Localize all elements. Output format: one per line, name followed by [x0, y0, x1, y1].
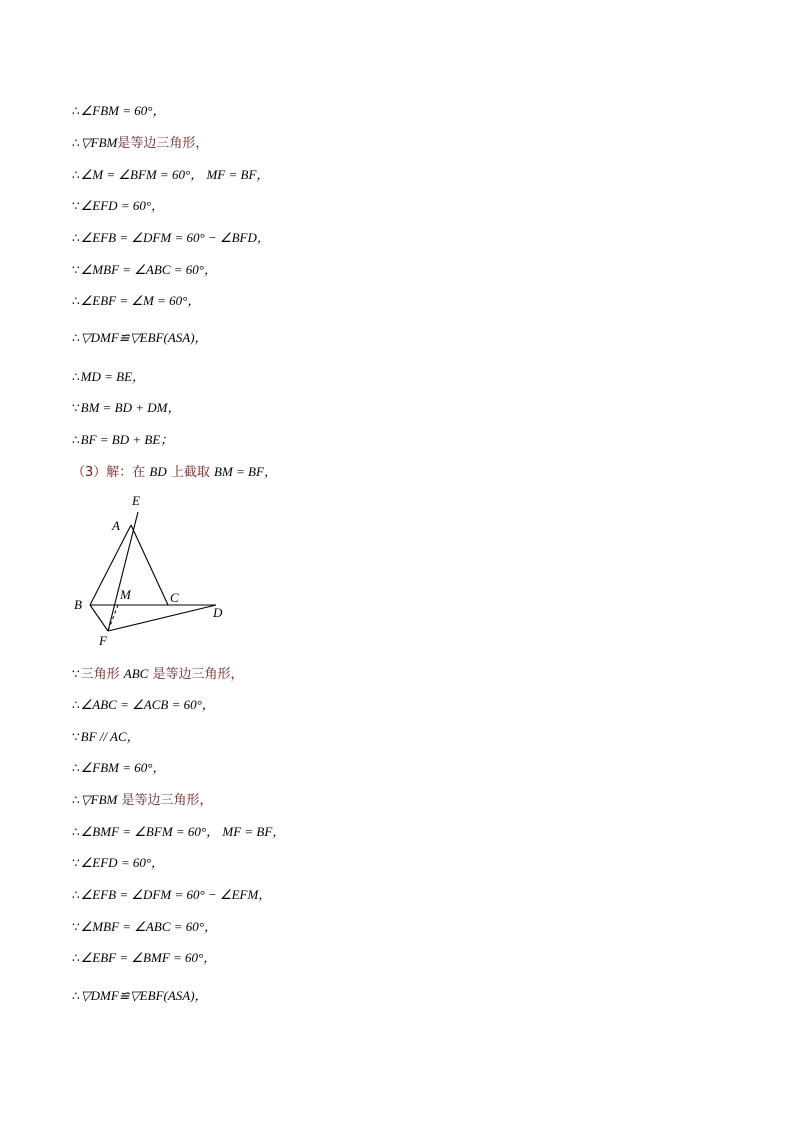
- text-line: [72, 852, 164, 874]
- math-expression: BF = BD + BE；: [80, 432, 174, 447]
- label-m: M: [120, 587, 131, 602]
- text-line: [72, 947, 216, 969]
- logic-symbol: ∵: [72, 667, 80, 681]
- logic-symbol: ∴: [72, 104, 80, 118]
- text-line: [72, 694, 215, 716]
- text-line: [72, 884, 271, 906]
- text-line: [72, 726, 140, 748]
- math-expression: BM = BF，: [214, 464, 277, 479]
- label-d: D: [213, 605, 223, 620]
- text-line: [72, 100, 166, 122]
- logic-symbol: ∴: [72, 433, 80, 447]
- logic-symbol: ∵: [72, 199, 80, 213]
- text-line: [72, 985, 208, 1007]
- math-expression: ∠EBF = ∠M = 60°，: [80, 293, 201, 308]
- text-line: [72, 290, 200, 312]
- text-line: [72, 227, 270, 249]
- label-f: F: [99, 633, 107, 648]
- math-expression: BF // AC，: [80, 729, 140, 744]
- text-line: [72, 164, 269, 186]
- label-e: E: [132, 493, 140, 508]
- math-expression: ∠MBF = ∠ABC = 60°，: [80, 262, 217, 277]
- math-expression: MD = BE，: [80, 369, 146, 384]
- chinese-text: 是等边三角形，: [117, 793, 213, 808]
- logic-symbol: ∵: [72, 401, 80, 415]
- logic-symbol: ∴: [72, 168, 80, 182]
- math-expression: ∠EFB = ∠DFM = 60° − ∠EFM，: [80, 887, 272, 902]
- chinese-text: 上截取: [166, 465, 215, 480]
- math-expression: ▽FBM: [80, 135, 118, 150]
- text-line: [72, 397, 181, 419]
- chinese-text: 是等边三角形，: [117, 136, 209, 151]
- math-expression: ▽DMF≌▽EBF(ASA)，: [80, 330, 208, 345]
- text-line: [72, 789, 213, 811]
- text-line: [72, 429, 173, 451]
- logic-symbol: ∵: [72, 920, 80, 934]
- math-expression: ∠FBM = 60°: [80, 103, 153, 118]
- text-line: [72, 757, 165, 779]
- chinese-text: 是等边三角形，: [148, 667, 244, 682]
- chinese-text: 三角形: [80, 667, 124, 682]
- logic-symbol: ∴: [72, 136, 80, 150]
- math-expression: ∠FBM = 60°，: [80, 760, 166, 775]
- logic-symbol: ∴: [72, 793, 80, 807]
- logic-symbol: ∵: [72, 856, 80, 870]
- segment-fd: [108, 605, 216, 631]
- logic-symbol: ∴: [72, 989, 80, 1003]
- math-expression: ∠MBF = ∠ABC = 60°，: [80, 919, 217, 934]
- math-expression: ∠EFB = ∠DFM = 60° − ∠BFD，: [80, 230, 270, 245]
- logic-symbol: ∴: [72, 761, 80, 775]
- math-expression: ∠EFD = 60°，: [80, 198, 165, 213]
- text-line: [72, 461, 277, 483]
- logic-symbol: ∴: [72, 825, 80, 839]
- text-line: [72, 916, 217, 938]
- math-expression: ▽DMF≌▽EBF(ASA)，: [80, 988, 208, 1003]
- logic-symbol: ∴: [72, 294, 80, 308]
- text-line: [72, 366, 145, 388]
- math-expression: BD: [149, 464, 167, 479]
- logic-symbol: ∴: [72, 951, 80, 965]
- logic-symbol: ∴: [72, 888, 80, 902]
- text-line: [72, 663, 243, 685]
- logic-symbol: ∴: [72, 698, 80, 712]
- label-b: B: [74, 597, 82, 612]
- math-expression: ∠M = ∠BFM = 60°， MF = BF，: [80, 167, 270, 182]
- math-expression: ∠BMF = ∠BFM = 60°， MF = BF，: [80, 824, 286, 839]
- text-line: [72, 327, 208, 349]
- logic-symbol: ∵: [72, 730, 80, 744]
- logic-symbol: ∴: [72, 231, 80, 245]
- text-line: [72, 132, 208, 154]
- math-expression: ▽FBM: [80, 792, 118, 807]
- math-expression: ∠EFD = 60°，: [80, 855, 165, 870]
- text-line: [72, 195, 164, 217]
- label-c: C: [170, 590, 179, 605]
- logic-symbol: ∵: [72, 263, 80, 277]
- logic-symbol: ∴: [72, 331, 80, 345]
- segment-bf: [90, 605, 108, 631]
- segment-ac: [131, 525, 168, 605]
- math-expression: BM = BD + DM，: [80, 400, 181, 415]
- text-line: [72, 259, 217, 281]
- text-line: [72, 821, 285, 843]
- math-expression: ，: [152, 103, 166, 118]
- math-expression: ∠EBF = ∠BMF = 60°，: [80, 950, 217, 965]
- math-expression: ∠ABC = ∠ACB = 60°，: [80, 697, 215, 712]
- geometry-diagram: [70, 490, 240, 650]
- logic-symbol: ∴: [72, 370, 80, 384]
- math-expression: ABC: [123, 666, 149, 681]
- label-a: A: [112, 518, 120, 533]
- chinese-text: （3）解：在: [72, 465, 150, 480]
